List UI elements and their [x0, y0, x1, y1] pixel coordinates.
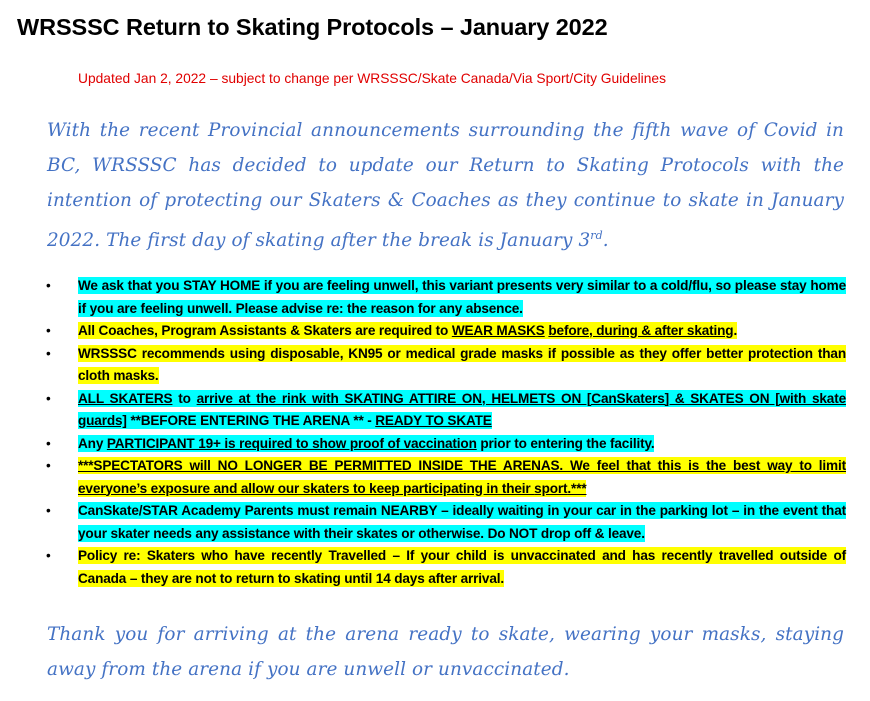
- intro-text: With the recent Provincial announcements surrounding the fifth wave of Covid in BC, WRSSSC has decided to update our Return to Skating Protocols with the intention of protecting our Skaters & Coaches as they continue to skate in January 2022. The first day of skating after the break is January 3: [47, 120, 844, 252]
- highlighted-text: [78, 390, 846, 430]
- highlighted-text: [78, 277, 846, 317]
- bullet-icon: •: [46, 345, 51, 361]
- list-item: [40, 433, 846, 456]
- underlined-text: sport: [534, 480, 568, 496]
- list-item: [40, 545, 846, 590]
- list-item: [40, 275, 846, 320]
- intro-paragraph: [47, 113, 844, 258]
- updated-note: Updated Jan 2, 2022 – subject to change per WRSSSC/Skate Canada/Via Sport/City Guidelines: [78, 71, 666, 86]
- bullet-icon: •: [46, 458, 51, 473]
- list-item-text: All Coaches, Program Assistants & Skaters are required to: [78, 323, 452, 338]
- list-item-text: to: [172, 390, 197, 406]
- underlined-text: PARTICIPANT 19+ is required to show proof of vaccination: [106, 435, 477, 451]
- list-item-text: **BEFORE ENTERING THE ARENA ** -: [126, 413, 376, 428]
- list-item-text: .: [733, 323, 738, 338]
- list-item-text: Policy re: Skaters who have recently Travelled – If your child is unvaccinated and has recently travelled outside of Canada – they are not to return to skating until 14 days after arrival.: [78, 548, 846, 586]
- bullet-icon: •: [46, 323, 51, 338]
- intro-superscript: rd: [590, 229, 603, 242]
- underlined-text: WEAR MASKS: [451, 323, 545, 338]
- list-item: [40, 388, 846, 433]
- underlined-text: READY TO SKATE: [375, 413, 492, 428]
- underlined-text: ALL SKATERS: [78, 390, 173, 406]
- bullet-icon: •: [46, 548, 51, 563]
- protocol-list: [40, 275, 846, 590]
- highlighted-text: [78, 547, 846, 587]
- list-item-text: ***SPECTATORS will NO LONGER BE PERMITTED INSIDE THE ARENAS. We feel that this is the best way to limit everyone’s exposure and allow our skaters to keep participating in their: [78, 458, 846, 496]
- list-item-text: CanSkate/STAR Academy Parents must remain NEARBY – ideally waiting in your car in the parking lot – in the event that your skater needs any assistance with their skates or otherwise. Do NOT drop off & leave.: [78, 503, 846, 541]
- list-item-text: WRSSSC recommends using disposable, KN95 or medical grade masks if possible as they offer better protection than cloth masks.: [78, 345, 846, 383]
- list-item-text: prior to entering the facility.: [476, 435, 655, 451]
- bullet-icon: •: [46, 435, 51, 451]
- list-item-text: Any: [78, 435, 107, 451]
- bullet-icon: •: [46, 390, 51, 406]
- bullet-icon: •: [46, 503, 51, 518]
- bullet-icon: •: [46, 278, 51, 293]
- list-item-text: We ask that you STAY HOME if you are feeling unwell, this variant presents very similar to a cold/flu, so please stay home if you are feeling unwell. Please advise re: the reason for any absence.: [78, 278, 846, 316]
- page-title: WRSSSC Return to Skating Protocols – January 2022: [17, 14, 608, 40]
- intro-end: .: [602, 230, 609, 252]
- highlighted-text: [78, 435, 654, 452]
- highlighted-text: [78, 502, 846, 542]
- list-item: [40, 320, 846, 343]
- highlighted-text: [78, 345, 846, 385]
- list-item: [40, 500, 846, 545]
- list-item: [40, 343, 846, 388]
- highlighted-text: [78, 322, 737, 339]
- underlined-text: arrive at the rink with SKATING ATTIRE ON, HELMETS ON [CanSkaters] & SKATES ON [with skate guards]: [78, 390, 846, 428]
- highlighted-text: [78, 457, 846, 497]
- underlined-text: before, during & after skating: [548, 323, 734, 338]
- list-item: [40, 455, 846, 500]
- closing-paragraph: Thank you for arriving at the arena ready to skate, wearing your masks, staying away from the arena if you are unwell or unvaccinated.: [47, 624, 844, 680]
- list-item-text: .***: [567, 480, 587, 496]
